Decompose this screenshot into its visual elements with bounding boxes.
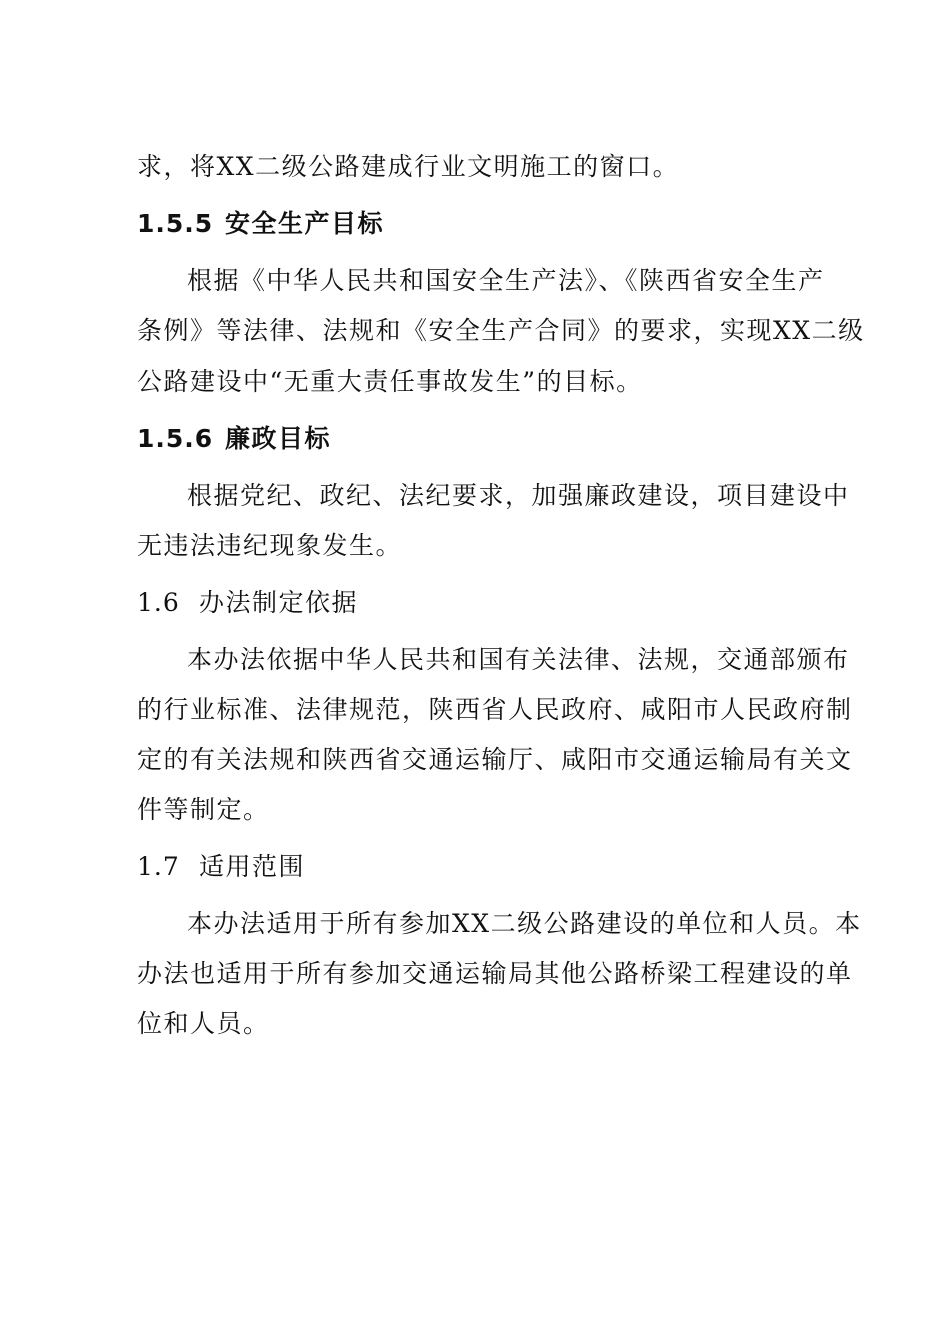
section-heading-1-6 <box>137 588 358 618</box>
section-number: 1.7 <box>137 852 180 881</box>
section-heading-1-5-5 <box>137 209 384 239</box>
section-number: 1.5.6 <box>137 424 214 453</box>
paragraph-line: 求，将XX二级公路建成行业文明施工的窗口。 <box>137 152 680 181</box>
paragraph-line: 公路建设中“无重大责任事故发生”的目标。 <box>137 367 643 396</box>
paragraph-line: 本办法适用于所有参加XX二级公路建设的单位和人员。本 <box>187 909 862 938</box>
section-title: 办法制定依据 <box>199 588 359 617</box>
section-title: 廉政目标 <box>225 424 332 453</box>
paragraph-line: 本办法依据中华人民共和国有关法律、法规，交通部颁布 <box>187 645 850 674</box>
section-title: 适用范围 <box>199 852 306 881</box>
paragraph-line: 条例》等法律、法规和《安全生产合同》的要求，实现XX二级 <box>137 316 865 345</box>
paragraph-line: 办法也适用于所有参加交通运输局其他公路桥梁工程建设的单 <box>137 959 853 988</box>
section-heading-1-5-6 <box>137 424 331 454</box>
section-number: 1.5.5 <box>137 209 214 238</box>
section-number: 1.6 <box>137 588 180 617</box>
section-heading-1-7 <box>137 852 305 882</box>
paragraph-line: 的行业标准、法律规范，陕西省人民政府、咸阳市人民政府制 <box>137 695 853 724</box>
paragraph-line: 定的有关法规和陕西省交通运输厅、咸阳市交通运输局有关文 <box>137 745 853 774</box>
paragraph-line: 根据党纪、政纪、法纪要求，加强廉政建设，项目建设中 <box>187 481 850 510</box>
paragraph-line: 根据《中华人民共和国安全生产法》、《陕西省安全生产 <box>187 266 825 295</box>
section-title: 安全生产目标 <box>225 209 385 238</box>
paragraph-line: 位和人员。 <box>137 1009 270 1038</box>
paragraph-line: 件等制定。 <box>137 795 270 824</box>
paragraph-line: 无违法违纪现象发生。 <box>137 531 403 560</box>
